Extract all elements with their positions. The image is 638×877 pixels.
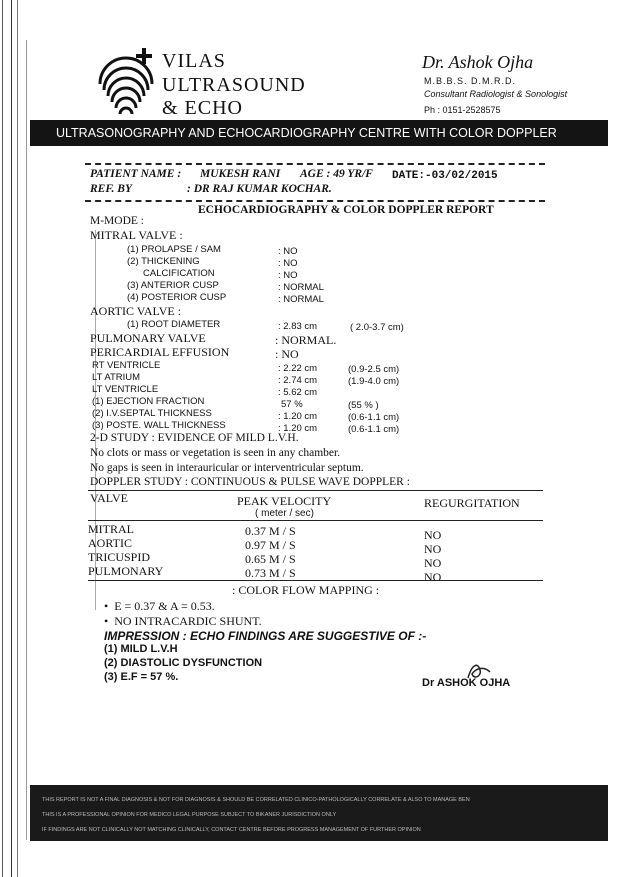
measurement-label: LT ATRIUM xyxy=(92,372,141,383)
impression-item: (1) MILD L.V.H xyxy=(104,643,178,655)
table-row-velocity: 0.73 M / S xyxy=(245,566,296,580)
patient-age: AGE : 49 YR/F xyxy=(300,168,373,180)
table-row-velocity: 0.37 M / S xyxy=(245,524,296,538)
impression-heading: IMPRESSION : ECHO FINDINGS ARE SUGGESTIVE OF :- xyxy=(104,629,427,643)
aortic-root-label: (1) ROOT DIAMETER xyxy=(127,319,221,330)
footer-line: THIS IS A PROFESSIONAL OPINION FOR MEDICO LEGAL PURPOSE SUBJECT TO BIKANER JURISDICTION ONLY xyxy=(42,812,337,818)
footer-disclaimer xyxy=(30,785,608,841)
bullet-text: NO INTRACARDIC SHUNT. xyxy=(114,614,262,628)
measurement-range: (1.9-4.0 cm) xyxy=(348,376,400,387)
scan-edge-line xyxy=(11,0,12,877)
measurement-value: 57 % xyxy=(281,399,303,410)
measurement-value: : 1.20 cm xyxy=(278,411,318,422)
mitral-valve-heading: MITRAL VALVE : xyxy=(90,228,183,242)
footer-line: THIS REPORT IS NOT A FINAL DIAGNOSIS & NOT FOR DIAGNOSIS & SHOULD BE CORRELATED CLINICO-PATHOLOGICALLY CORRELATE & ALSO TO MANAGE BEN xyxy=(42,797,470,803)
no-clots-text: No clots or mass or vegetation is seen in any chamber. xyxy=(90,447,341,459)
aortic-root-value: : 2.83 cm xyxy=(278,321,318,332)
mitral-row-label: (4) POSTERIOR CUSP xyxy=(127,292,227,303)
clinic-logo xyxy=(96,44,156,116)
aortic-valve-heading: AORTIC VALVE : xyxy=(90,304,182,318)
measurement-label: (2) I.V.SEPTAL THICKNESS xyxy=(92,408,212,419)
mitral-row-value: : NORMAL xyxy=(278,294,324,305)
divider xyxy=(85,163,545,165)
doctor-signature-name: Dr. Ashok Ojha xyxy=(422,52,534,72)
table-row-velocity: 0.97 M / S xyxy=(245,538,296,552)
col-velocity-header: PEAK VELOCITY xyxy=(237,494,332,508)
no-gaps-text: No gaps is seen in interauricular or interventricular septum. xyxy=(90,462,364,474)
measurement-label: (3) POSTE. WALL THICKNESS xyxy=(92,420,226,431)
table-rule xyxy=(88,520,543,521)
table-row-velocity: 0.65 M / S xyxy=(245,552,296,566)
mitral-row-value: : NO xyxy=(278,246,298,257)
footer-line: IF FINDINGS ARE NOT CLINICALLY NOT MATCHING CLINICALLY, CONTACT CENTRE BEFORE PROGRESS MANAGEMENT OF FURTHER OPINION xyxy=(42,827,421,833)
measurement-value: : 2.22 cm xyxy=(278,363,318,374)
clinic-name-line-1: VILAS xyxy=(162,50,226,72)
mitral-row-label: (3) ANTERIOR CUSP xyxy=(127,280,219,291)
color-flow-heading: : COLOR FLOW MAPPING : xyxy=(232,583,380,597)
bullet-text: E = 0.37 & A = 0.53. xyxy=(114,599,215,613)
table-row-regurg: NO xyxy=(424,570,442,584)
col-regurgitation-header: REGURGITATION xyxy=(424,496,520,510)
measurement-label: (1) EJECTION FRACTION xyxy=(92,396,205,407)
doctor-title: Consultant Radiologist & Sonologist xyxy=(424,89,568,99)
mitral-row-label: (1) PROLAPSE / SAM xyxy=(127,244,221,255)
measurement-range: (0.6-1.1 cm) xyxy=(348,424,400,435)
impression-item: (2) DIASTOLIC DYSFUNCTION xyxy=(104,657,263,669)
pericardial-effusion-value: : NO xyxy=(275,347,299,361)
ref-by-label: REF. BY xyxy=(90,183,132,195)
measurement-value: : 2.74 cm xyxy=(278,375,318,386)
measurement-label: RT VENTRICLE xyxy=(92,360,161,371)
two-d-study: 2-D STUDY : EVIDENCE OF MILD L.V.H. xyxy=(90,432,299,444)
doppler-heading: DOPPLER STUDY : CONTINUOUS & PULSE WAVE DOPPLER : xyxy=(90,476,410,488)
pericardial-effusion-label: PERICARDIAL EFFUSION xyxy=(90,345,230,359)
report-title: ECHOCARDIOGRAPHY & COLOR DOPPLER REPORT xyxy=(198,204,494,216)
measurement-value: : 1.20 cm xyxy=(278,423,318,434)
mitral-row-label: CALCIFICATION xyxy=(143,268,215,279)
measurement-range: (0.6-1.1 cm) xyxy=(348,412,400,423)
table-row-valve: MITRAL xyxy=(88,522,134,536)
ref-by-value: : DR RAJ KUMAR KOCHAR. xyxy=(187,183,332,195)
table-row-regurg: NO xyxy=(424,528,442,542)
table-row-regurg: NO xyxy=(424,556,442,570)
doctor-degree: M.B.B.S. D.M.R.D. xyxy=(424,76,517,86)
pulmonary-valve-label: PULMONARY VALVE xyxy=(90,331,206,345)
divider xyxy=(85,200,545,202)
scan-edge-line xyxy=(26,40,27,840)
scan-edge-line xyxy=(17,0,18,877)
pulmonary-valve-value: : NORMAL. xyxy=(275,333,337,347)
clinic-phone: Ph : 0151-2528575 xyxy=(424,105,501,115)
patient-name-value: MUKESH RANI xyxy=(200,168,281,180)
col-valve-header: VALVE xyxy=(90,491,129,505)
table-row-valve: AORTIC xyxy=(88,536,132,550)
bullet-item: • E = 0.37 & A = 0.53. xyxy=(104,599,215,613)
table-rule xyxy=(88,580,543,581)
aortic-root-range: ( 2.0-3.7 cm) xyxy=(350,322,404,333)
table-row-valve: PULMONARY xyxy=(88,564,164,578)
measurement-range: (55 % ) xyxy=(348,400,379,411)
clinic-name-line-3: & ECHO xyxy=(162,97,243,119)
scan-edge-line xyxy=(2,0,3,877)
mmode-label: M-MODE : xyxy=(90,215,144,227)
measurement-label: LT VENTRICLE xyxy=(92,384,159,395)
col-velocity-unit: ( meter / sec) xyxy=(255,508,314,519)
mitral-row-value: : NO xyxy=(278,258,298,269)
table-rule xyxy=(88,490,543,491)
signature-name: Dr ASHOK OJHA xyxy=(422,677,511,689)
bullet-item: • NO INTRACARDIC SHUNT. xyxy=(104,614,262,628)
table-row-valve: TRICUSPID xyxy=(88,550,151,564)
mitral-row-value: : NO xyxy=(278,270,298,281)
header-banner: ULTRASONOGRAPHY AND ECHOCARDIOGRAPHY CENTRE WITH COLOR DOPPLER xyxy=(30,120,608,146)
patient-name-label: PATIENT NAME : xyxy=(90,168,182,180)
clinic-name-line-2: ULTRASOUND xyxy=(162,74,306,96)
mitral-row-label: (2) THICKENING xyxy=(127,256,200,267)
measurement-range: (0.9-2.5 cm) xyxy=(348,364,400,375)
measurement-value: : 5.62 cm xyxy=(278,387,318,398)
mitral-row-value: : NORMAL xyxy=(278,282,324,293)
impression-item: (3) E.F = 57 %. xyxy=(104,671,179,683)
table-row-regurg: NO xyxy=(424,542,442,556)
report-date: DATE:-03/02/2015 xyxy=(392,170,498,182)
